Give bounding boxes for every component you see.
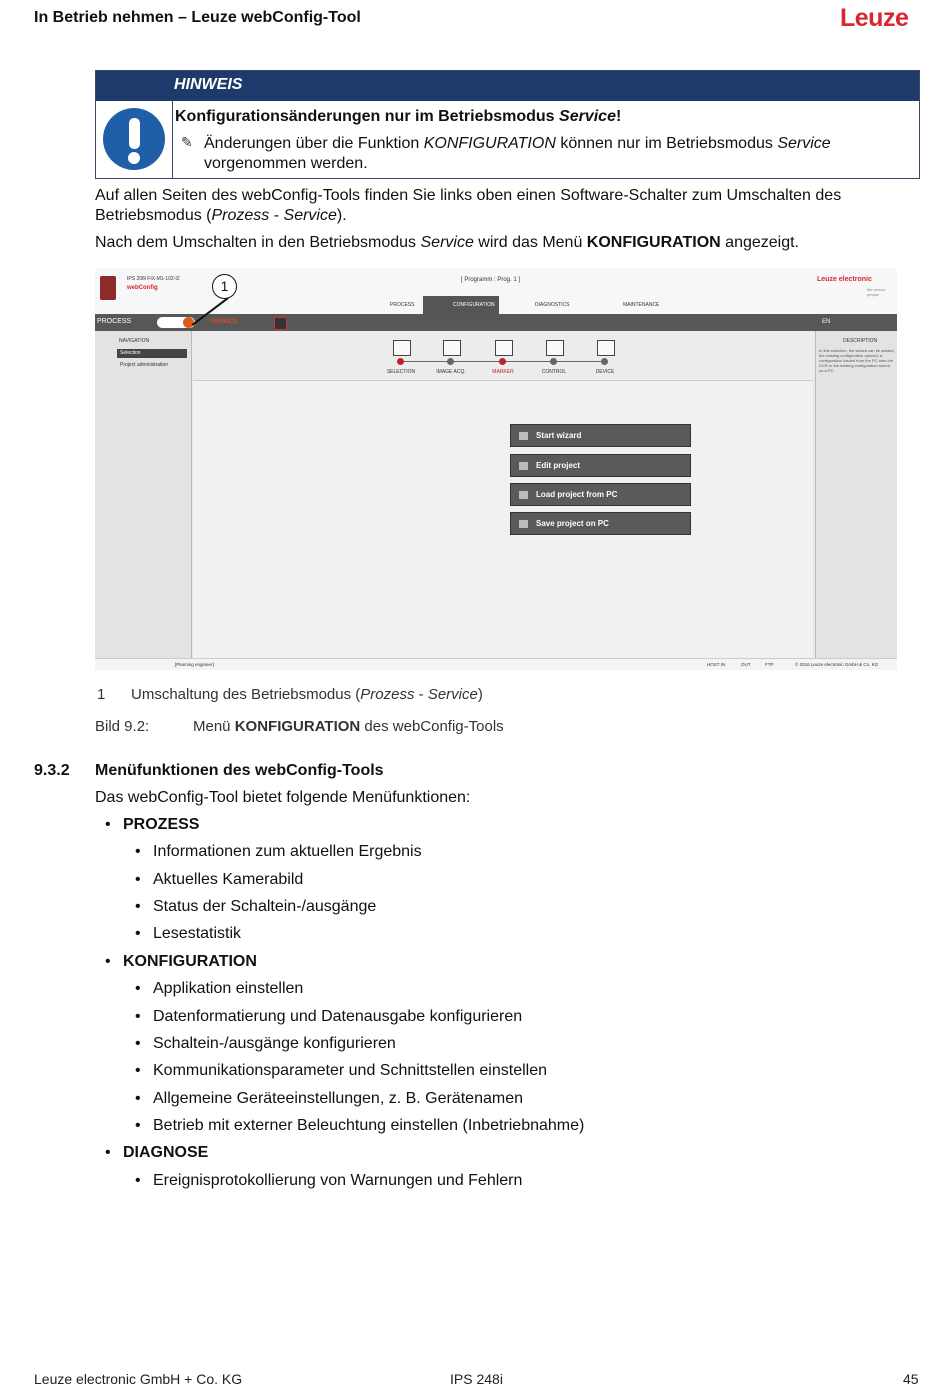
leuze-logo: Leuze xyxy=(840,4,909,32)
nav-item-selection[interactable]: Selection xyxy=(117,349,187,358)
mode-toggle-switch[interactable] xyxy=(157,317,195,328)
bullet-marker: • xyxy=(135,898,141,915)
list-item: Applikation einstellen xyxy=(153,980,304,997)
bullet-marker: • xyxy=(105,1144,111,1161)
bullet-marker: • xyxy=(135,925,141,942)
description-panel xyxy=(815,331,897,658)
navigation-title: NAVIGATION xyxy=(119,338,150,344)
product-name: IPS 208i FIX-M1-102-I2 xyxy=(127,276,180,282)
bullet-marker: • xyxy=(135,1062,141,1079)
tab-diagnostics[interactable]: DIAGNOSTICS xyxy=(535,302,570,308)
program-label: [ Programm : Prog. 1 ] xyxy=(461,277,521,283)
arrow-bullet-icon: ✎ xyxy=(181,134,193,150)
footer-company: Leuze electronic GmbH + Co. KG xyxy=(34,1371,243,1387)
list-item: Ereignisprotokollierung von Warnungen und Fehlern xyxy=(153,1172,523,1189)
bullet-marker: • xyxy=(135,1008,141,1025)
edit-project-button[interactable]: Edit project xyxy=(510,454,691,477)
webconfig-screenshot xyxy=(95,268,897,670)
nav-item-project-administration[interactable]: Project administration xyxy=(120,362,169,368)
bullet-marker: • xyxy=(135,980,141,997)
notice-line: Änderungen über die Funktion KONFIGURATION können nur im Betriebsmodus Service vorgenommen werden. xyxy=(204,135,831,172)
paragraph-2: Nach dem Umschalten in den Betriebsmodus Service wird das Menü KONFIGURATION angezeigt. xyxy=(95,234,799,251)
device-icon xyxy=(100,276,116,300)
list-item: Betrieb mit externer Beleuchtung einstellen (Inbetriebnahme) xyxy=(153,1117,585,1134)
status-user: [Planning engineer] xyxy=(175,662,214,667)
figure-caption: Menü KONFIGURATION des webConfig-Tools xyxy=(193,718,504,735)
bullet-marker: • xyxy=(135,1117,141,1134)
footer-page-number: 45 xyxy=(903,1371,919,1387)
bullet-marker: • xyxy=(135,1035,141,1052)
bullet-marker: • xyxy=(135,1172,141,1189)
description-title: DESCRIPTION xyxy=(843,338,878,344)
footer-product: IPS 248i xyxy=(450,1371,503,1387)
start-wizard-button[interactable]: Start wizard xyxy=(510,424,691,447)
list-item: Datenformatierung und Datenausgabe konfigurieren xyxy=(153,1008,523,1025)
page-header-title: In Betrieb nehmen – Leuze webConfig-Tool xyxy=(34,9,361,26)
slogan: the sensor people xyxy=(867,287,886,297)
notice-header xyxy=(96,71,919,101)
list-item: Lesestatistik xyxy=(153,925,242,942)
list-item: Aktuelles Kamerabild xyxy=(153,871,304,888)
load-project-button[interactable]: Load project from PC xyxy=(510,483,691,506)
paragraph-1: Auf allen Seiten des webConfig-Tools finden Sie links oben einen Software-Schalter zum Umschalten des Betriebsmodus (Prozess - Service). xyxy=(95,187,842,224)
group-prozess: PROZESS xyxy=(123,816,200,833)
mode-bar xyxy=(95,314,897,331)
status-bar xyxy=(95,658,897,670)
bullet-marker: • xyxy=(135,843,141,860)
bullet-marker: • xyxy=(135,871,141,888)
section-intro: Das webConfig-Tool bietet folgende Menüfunktionen: xyxy=(95,789,471,806)
save-project-button[interactable]: Save project on PC xyxy=(510,512,691,535)
notice-heading: HINWEIS xyxy=(174,76,243,93)
leuze-electronic-logo: Leuze electronic xyxy=(817,276,872,283)
section-title: Menüfunktionen des webConfig-Tools xyxy=(95,762,384,779)
exclamation-icon xyxy=(103,108,165,170)
status-ftp: FTP xyxy=(765,662,774,667)
tab-configuration[interactable]: CONFIGURATION xyxy=(423,296,499,314)
list-item: Informationen zum aktuellen Ergebnis xyxy=(153,843,422,860)
figure-label: Bild 9.2: xyxy=(95,718,150,735)
status-host: HOST IN xyxy=(707,662,726,667)
legend-text: Umschaltung des Betriebsmodus (Prozess - Service) xyxy=(131,686,483,703)
mode-service-label: SERVICE xyxy=(211,319,238,325)
bullet-marker: • xyxy=(105,816,111,833)
legend-number: 1 xyxy=(97,686,106,703)
navigation-panel xyxy=(95,331,192,658)
notice-box xyxy=(95,70,920,179)
callout-1: 1 xyxy=(212,274,237,299)
list-item: Allgemeine Geräteeinstellungen, z. B. Gerätenamen xyxy=(153,1090,523,1107)
notice-bold-text: Konfigurationsänderungen nur im Betriebsmodus Service! xyxy=(175,108,622,125)
status-out: OUT xyxy=(741,662,751,667)
tab-process[interactable]: PROCESS xyxy=(390,302,415,308)
status-copyright: © 2016 Leuze electronic GmbH & Co. KG xyxy=(795,662,879,667)
stop-icon[interactable] xyxy=(274,317,287,330)
webconfig-label: webConfig xyxy=(127,285,158,291)
list-item: Kommunikationsparameter und Schnittstellen einstellen xyxy=(153,1062,547,1079)
list-item: Schaltein-/ausgänge konfigurieren xyxy=(153,1035,396,1052)
description-text: In this selection, the wizard can be started, the existing configuration opened, a configuration loaded from the PC onto the DCR or the existing configuration stored on a PC xyxy=(819,348,895,373)
wizard-steps: SELECTION IMAGE ACQ. MARKER CONTROL DEVICE xyxy=(193,331,813,381)
group-konfiguration: KONFIGURATION xyxy=(123,953,257,970)
bullet-marker: • xyxy=(105,953,111,970)
group-diagnose: DIAGNOSE xyxy=(123,1144,209,1161)
notice-icon-cell xyxy=(96,101,173,178)
mode-process-label: PROCESS xyxy=(97,318,132,325)
tab-maintenance[interactable]: MAINTENANCE xyxy=(623,302,660,308)
language-select[interactable]: EN xyxy=(822,319,831,325)
bullet-marker: • xyxy=(135,1090,141,1107)
list-item: Status der Schaltein-/ausgänge xyxy=(153,898,377,915)
main-content xyxy=(193,331,813,658)
section-number: 9.3.2 xyxy=(34,762,70,779)
